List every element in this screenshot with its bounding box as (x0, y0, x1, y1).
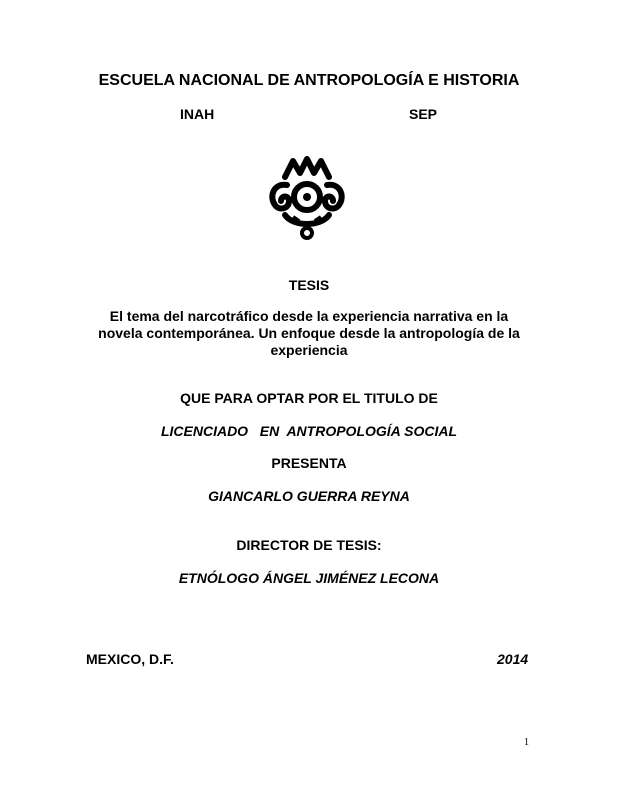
document-type: TESIS (288, 277, 330, 293)
degree-name: LICENCIADO EN ANTROPOLOGÍA SOCIAL (160, 423, 458, 439)
thesis-title: El tema del narcotráfico desde la experiencia narrativa en la novela contemporánea. Un enfoque desde la antropología de la experiencia (98, 308, 520, 358)
enah-emblem-icon (263, 155, 351, 243)
degree-intro: QUE PARA OPTAR POR EL TITULO DE (180, 390, 438, 406)
presents-label: PRESENTA (271, 455, 347, 471)
year: 2014 (497, 651, 529, 667)
page-number: 1 (524, 737, 529, 748)
institution-inah: INAH (180, 106, 215, 122)
director-name: ETNÓLOGO ÁNGEL JIMÉNEZ LECONA (178, 570, 440, 586)
director-label: DIRECTOR DE TESIS: (236, 537, 382, 553)
city: MEXICO, D.F. (86, 651, 174, 667)
school-name: ESCUELA NACIONAL DE ANTROPOLOGÍA E HISTORIA (98, 72, 520, 89)
author-name: GIANCARLO GUERRA REYNA (208, 488, 410, 504)
institution-sep: SEP (409, 106, 438, 122)
